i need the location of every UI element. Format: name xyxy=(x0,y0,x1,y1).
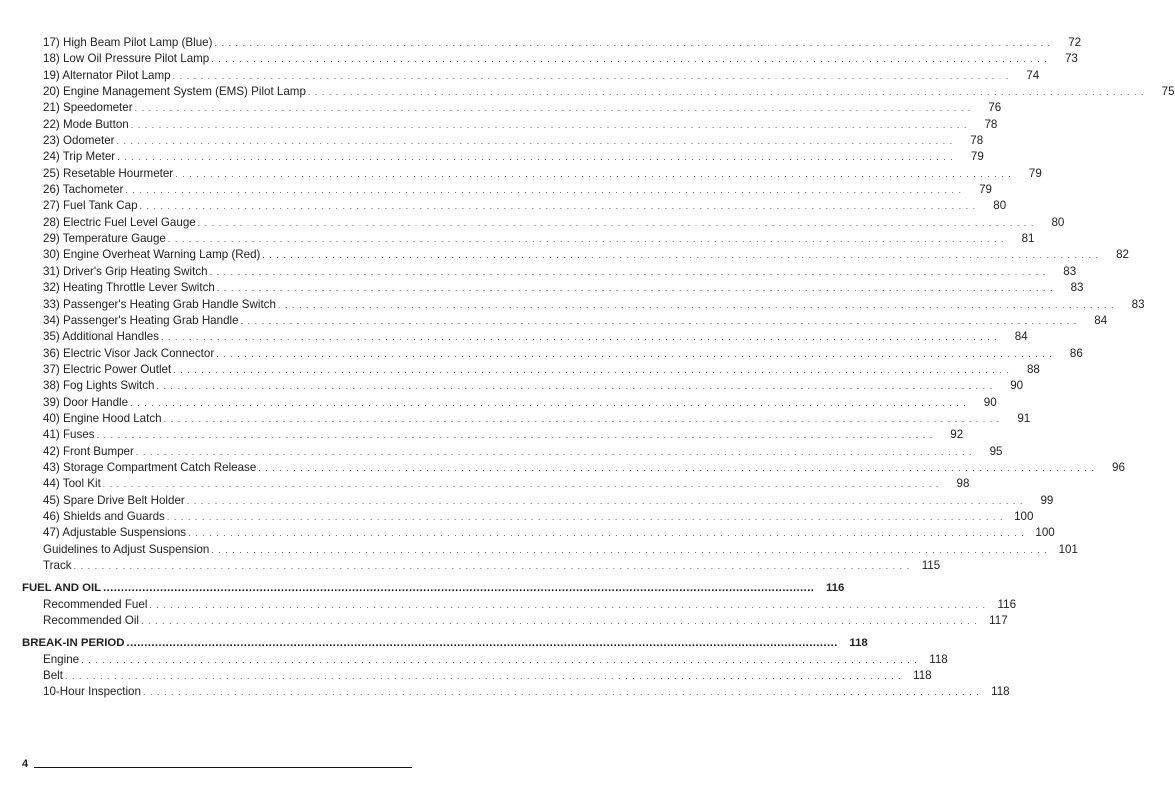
toc-page-number: 78 xyxy=(970,134,984,148)
toc-entry-title: 24) Trip Meter xyxy=(43,149,117,165)
leader-dots: . . . . . . . . . . . . . . . . . . . . . . . . . . . . . . . . . . . . . . . . . . . . . . . . . . . . . . . . . . . . . . . . . . . . . . . . . . . . . . . . . . . . . . . . . . . . . . . . . . . . . . . . . . . . . . . . . . . . . . . . xyxy=(117,152,954,163)
toc-entry[interactable] xyxy=(0,542,1078,558)
toc-page-number: 81 xyxy=(1021,232,1035,246)
toc-entry-line xyxy=(43,215,1065,231)
toc-page-number: 98 xyxy=(956,477,970,491)
toc-entry[interactable] xyxy=(0,493,1054,509)
toc-entry-line xyxy=(43,166,1042,182)
toc-entry[interactable] xyxy=(0,427,964,443)
toc-entry-title: 42) Front Bumper xyxy=(43,444,136,460)
toc-page-number: 117 xyxy=(989,614,1008,628)
toc-entry-title: Track xyxy=(43,558,74,574)
toc-entry-line xyxy=(43,684,1010,700)
leader-dots: . . . . . . . . . . . . . . . . . . . . . . . . . . . . . . . . . . . . . . . . . . . . . . . . . . . . . . . . . . . . . . . . . . . . . . . . . . . . . . . . . . . . . . . . . . . . . . . . . . . . . . . . . . . . . . . . . . . . . . . . xyxy=(211,544,1048,555)
toc-entry-title: 10-Hour Inspection xyxy=(43,684,143,700)
toc-entry-title: 36) Electric Visor Jack Connector xyxy=(43,346,216,362)
toc-entry-title: 22) Mode Button xyxy=(43,117,131,133)
toc-page-number: 115 xyxy=(921,559,941,572)
leader-dots: . . . . . . . . . . . . . . . . . . . . . . . . . . . . . . . . . . . . . . . . . . . . . . . . . . . . . . . . . . . . . . . . . . . . . . . . . . . . . . . . . . . . . . . . . . . . . . . . . . . . . . . . . . . . . . . . . . . . . . . . xyxy=(116,136,954,147)
toc-entry[interactable] xyxy=(0,652,948,668)
leader-dots: . . . . . . . . . . . . . . . . . . . . . . . . . . . . . . . . . . . . . . . . . . . . . . . . . . . . . . . . . . . . . . . . . . . . . . . . . . . . . . . . . . . . . . . . . . . . . . . . . . . . . . . . . . . . . . . . . . . . . . . . xyxy=(240,315,1078,326)
leader-dots: . . . . . . . . . . . . . . . . . . . . . . . . . . . . . . . . . . . . . . . . . . . . . . . . . . . . . . . . . . . . . . . . . . . . . . . . . . . . . . . . . . . . . . . . . . . . . . . . . . . . . . . . . . . . . . . . . . . . . . . . xyxy=(211,54,1048,65)
toc-page-number: 79 xyxy=(970,150,984,164)
toc-entry[interactable] xyxy=(0,346,1083,362)
toc-entry-line xyxy=(43,133,984,149)
toc-entry[interactable] xyxy=(0,133,984,149)
toc-entry[interactable] xyxy=(0,100,1002,116)
toc-page-number: 101 xyxy=(1058,542,1078,556)
toc-entry-title: 40) Engine Hood Latch xyxy=(43,411,164,427)
leader-dots: . . . . . . . . . . . . . . . . . . . . . . . . . . . . . . . . . . . . . . . . . . . . . . . . . . . . . . . . . . . . . . . . . . . . . . . . . . . . . . . . . . . . . . . . . . . . . . . . . . . . . . . . . . . . . . . . . . . . . . . . xyxy=(142,687,980,698)
toc-entry[interactable] xyxy=(0,215,1065,231)
toc-page-number: 83 xyxy=(1131,297,1145,311)
toc-entry[interactable] xyxy=(0,395,997,411)
leader-dots: . . . . . . . . . . . . . . . . . . . . . . . . . . . . . . . . . . . . . . . . . . . . . . . . . . . . . . . . . . . . . . . . . . . . . . . . . . . . . . . . . . . . . . . . . . . . . . . . . . . . . . . . . . . . . . . . . . . . . . . . xyxy=(73,561,911,571)
leader-dots: . . . . . . . . . . . . . . . . . . . . . . . . . . . . . . . . . . . . . . . . . . . . . . . . . . . . . . . . . . . . . . . . . . . . . . . . . . . . . . . . . . . . . . . . . . . . . . . . . . . . . . . . . . . . . . . . . . . . . . . . xyxy=(96,430,934,441)
toc-entry-title: 31) Driver's Grip Heating Switch xyxy=(43,264,210,280)
toc-page-number: 72 xyxy=(1068,36,1082,49)
leader-dots: . . . . . . . . . . . . . . . . . . . . . . . . . . . . . . . . . . . . . . . . . . . . . . . . . . . . . . . . . . . . . . . . . . . . . . . . . . . . . . . . . . . . . . . . . . . . . . . . . . . . . . . . . . . . . . . . . . . . . . . . xyxy=(262,250,1100,261)
toc-entry[interactable] xyxy=(0,597,1017,613)
leader-dots: . . . . . . . . . . . . . . . . . . . . . . . . . . . . . . . . . . . . . . . . . . . . . . . . . . . . . . . . . . . . . . . . . . . . . . . . . . . . . . . . . . . . . . . . . . . . . . . . . . . . . . . . . . . . . . . . . . . . . . . . xyxy=(216,348,1053,359)
leader-dots: . . . . . . . . . . . . . . . . . . . . . . . . . . . . . . . . . . . . . . . . . . . . . . . . . . . . . . . . . . . . . . . . . . . . . . . . . . . . . . . . . . . . . . . . . . . . . . . . . . . . . . . . . . . . . . . . . . . . . . . . xyxy=(258,462,1095,473)
toc-entry-line xyxy=(43,117,998,133)
toc-entry[interactable] xyxy=(0,84,1175,100)
toc-entry[interactable] xyxy=(0,509,1034,525)
toc-entry-line xyxy=(43,460,1125,476)
leader-dots: . . . . . . . . . . . . . . . . . . . . . . . . . . . . . . . . . . . . . . . . . . . . . . . . . . . . . . . . . . . . . . . . . . . . . . . . . . . . . . . . . . . . . . . . . . . . . . . . . . . . . . . . . . . . . . . . . . . . . . . . xyxy=(135,446,973,457)
toc-page-number: 90 xyxy=(983,395,997,409)
toc-entry-line xyxy=(43,613,1008,629)
toc-entry-title: Belt xyxy=(43,668,65,684)
toc-entry-title: 32) Heating Throttle Lever Switch xyxy=(43,280,217,296)
leader-dots: . . . . . . . . . . . . . . . . . . . . . . . . . . . . . . . . . . . . . . . . . . . . . . . . . . . . . . . . . . . . . . . . . . . . . . . . . . . . . . . . . . . . . . . . . . . . . . . . . . . . . . . . . . . . . . . . . . . . . . . . xyxy=(173,364,1010,375)
leader-dots: . . . . . . . . . . . . . . . . . . . . . . . . . . . . . . . . . . . . . . . . . . . . . . . . . . . . . . . . . . . . . . . . . . . . . . . . . . . . . . . . . . . . . . . . . . . . . . . . . . . . . . . . . . . . . . . . . . . . . . . . xyxy=(209,266,1047,277)
leader-dots: ........................................................................................................................................................................................................ xyxy=(126,637,838,650)
toc-entry-title: 33) Passenger's Heating Grab Handle Switch xyxy=(43,297,278,313)
toc-page-number: 86 xyxy=(1069,346,1083,360)
toc-page-number: 90 xyxy=(1010,379,1024,393)
toc-page-number: 88 xyxy=(1026,362,1040,376)
toc-page-number: 118 xyxy=(849,637,868,650)
toc-page-number: 79 xyxy=(1028,166,1042,180)
leader-dots: . . . . . . . . . . . . . . . . . . . . . . . . . . . . . . . . . . . . . . . . . . . . . . . . . . . . . . . . . . . . . . . . . . . . . . . . . . . . . . . . . . . . . . . . . . . . . . . . . . . . . . . . . . . . . . . . . . . . . . . . xyxy=(64,671,902,682)
leader-dots: . . . . . . . . . . . . . . . . . . . . . . . . . . . . . . . . . . . . . . . . . . . . . . . . . . . . . . . . . . . . . . . . . . . . . . . . . . . . . . . . . . . . . . . . . . . . . . . . . . . . . . . . . . . . . . . . . . . . . . . . xyxy=(186,495,1024,506)
toc-entry-line xyxy=(43,297,1145,313)
toc-entry-line xyxy=(43,476,970,492)
leader-dots: . . . . . . . . . . . . . . . . . . . . . . . . . . . . . . . . . . . . . . . . . . . . . . . . . . . . . . . . . . . . . . . . . . . . . . . . . . . . . . . . . . . . . . . . . . . . . . . . . . . . . . . . . . . . . . . . . . . . . . . . xyxy=(156,381,994,392)
toc-entry-title: 29) Temperature Gauge xyxy=(43,231,168,247)
footer-rule xyxy=(34,767,412,768)
toc-entry-title: BREAK-IN PERIOD xyxy=(22,635,127,651)
toc-entry-line xyxy=(43,100,1002,116)
toc-page-number: 79 xyxy=(979,183,992,197)
toc-section-heading[interactable] xyxy=(0,635,868,651)
toc-entry-line xyxy=(43,362,1040,378)
toc-entry-line xyxy=(43,182,992,198)
leader-dots: . . . . . . . . . . . . . . . . . . . . . . . . . . . . . . . . . . . . . . . . . . . . . . . . . . . . . . . . . . . . . . . . . . . . . . . . . . . . . . . . . . . . . . . . . . . . . . . . . . . . . . . . . . . . . . . . . . . . . . . . xyxy=(175,168,1012,179)
toc-entry-title: 19) Alternator Pilot Lamp xyxy=(43,68,173,84)
leader-dots: . . . . . . . . . . . . . . . . . . . . . . . . . . . . . . . . . . . . . . . . . . . . . . . . . . . . . . . . . . . . . . . . . . . . . . . . . . . . . . . . . . . . . . . . . . . . . . . . . . . . . . . . . . . . . . . . . . . . . . . . xyxy=(188,528,1025,539)
toc-page-number: 75 xyxy=(1161,85,1175,99)
toc-page-number: 83 xyxy=(1070,281,1084,295)
toc-entry-title: 47) Adjustable Suspensions xyxy=(43,525,188,541)
leader-dots: . . . . . . . . . . . . . . . . . . . . . . . . . . . . . . . . . . . . . . . . . . . . . . . . . . . . . . . . . . . . . . . . . . . . . . . . . . . . . . . . . . . . . . . . . . . . . . . . . . . . . . . . . . . . . . . . . . . . . . . . xyxy=(172,70,1010,81)
toc-entry-title: 37) Electric Power Outlet xyxy=(43,362,173,378)
leader-dots: . . . . . . . . . . . . . . . . . . . . . . . . . . . . . . . . . . . . . . . . . . . . . . . . . . . . . . . . . . . . . . . . . . . . . . . . . . . . . . . . . . . . . . . . . . . . . . . . . . . . . . . . . . . . . . . . . . . . . . . . xyxy=(307,87,1145,98)
toc-entry-title: 38) Fog Lights Switch xyxy=(43,378,156,394)
toc-page-number: 116 xyxy=(997,597,1017,611)
toc-entry[interactable] xyxy=(0,182,992,198)
toc-entry[interactable] xyxy=(0,35,1082,51)
toc-page-number: 99 xyxy=(1040,493,1054,507)
toc-entry-line xyxy=(43,84,1175,100)
toc-entry-line xyxy=(43,668,932,684)
leader-dots: . . . . . . . . . . . . . . . . . . . . . . . . . . . . . . . . . . . . . . . . . . . . . . . . . . . . . . . . . . . . . . . . . . . . . . . . . . . . . . . . . . . . . . . . . . . . . . . . . . . . . . . . . . . . . . . . . . . . . . . . xyxy=(166,511,1004,522)
toc-page-number: 82 xyxy=(1116,248,1130,262)
toc-entry[interactable] xyxy=(0,668,932,684)
toc-page-number: 78 xyxy=(984,117,998,131)
toc-entry[interactable] xyxy=(0,444,1003,460)
toc-page-number: 83 xyxy=(1063,264,1077,278)
toc-page-number: 91 xyxy=(1017,411,1031,425)
toc-entry[interactable] xyxy=(0,117,998,133)
toc-entry-line xyxy=(43,329,1028,345)
leader-dots: . . . . . . . . . . . . . . . . . . . . . . . . . . . . . . . . . . . . . . . . . . . . . . . . . . . . . . . . . . . . . . . . . . . . . . . . . . . . . . . . . . . . . . . . . . . . . . . . . . . . . . . . . . . . . . . . . . . . . . . . xyxy=(161,332,998,343)
leader-dots: . . . . . . . . . . . . . . . . . . . . . . . . . . . . . . . . . . . . . . . . . . . . . . . . . . . . . . . . . . . . . . . . . . . . . . . . . . . . . . . . . . . . . . . . . . . . . . . . . . . . . . . . . . . . . . . . . . . . . . . . xyxy=(141,616,978,627)
toc-entry-line xyxy=(43,395,997,411)
toc-page-number: 73 xyxy=(1064,52,1078,66)
toc-entry-line xyxy=(43,313,1108,329)
toc-entry-line xyxy=(43,378,1024,394)
leader-dots: . . . . . . . . . . . . . . . . . . . . . . . . . . . . . . . . . . . . . . . . . . . . . . . . . . . . . . . . . . . . . . . . . . . . . . . . . . . . . . . . . . . . . . . . . . . . . . . . . . . . . . . . . . . . . . . . . . . . . . . . xyxy=(163,413,1001,424)
leader-dots: . . . . . . . . . . . . . . . . . . . . . . . . . . . . . . . . . . . . . . . . . . . . . . . . . . . . . . . . . . . . . . . . . . . . . . . . . . . . . . . . . . . . . . . . . . . . . . . . . . . . . . . . . . . . . . . . . . . . . . . . xyxy=(125,185,962,196)
toc-entry-line xyxy=(43,149,984,165)
leader-dots: . . . . . . . . . . . . . . . . . . . . . . . . . . . . . . . . . . . . . . . . . . . . . . . . . . . . . . . . . . . . . . . . . . . . . . . . . . . . . . . . . . . . . . . . . . . . . . . . . . . . . . . . . . . . . . . . . . . . . . . . xyxy=(139,201,977,212)
toc-entry-title: Recommended Oil xyxy=(43,613,141,629)
toc-entry-line xyxy=(43,542,1078,558)
toc-entry-line xyxy=(43,597,1017,613)
toc-entry[interactable] xyxy=(0,247,1130,263)
page-number: 4 xyxy=(22,758,29,770)
leader-dots: . . . . . . . . . . . . . . . . . . . . . . . . . . . . . . . . . . . . . . . . . . . . . . . . . . . . . . . . . . . . . . . . . . . . . . . . . . . . . . . . . . . . . . . . . . . . . . . . . . . . . . . . . . . . . . . . . . . . . . . . xyxy=(214,38,1052,48)
leader-dots: . . . . . . . . . . . . . . . . . . . . . . . . . . . . . . . . . . . . . . . . . . . . . . . . . . . . . . . . . . . . . . . . . . . . . . . . . . . . . . . . . . . . . . . . . . . . . . . . . . . . . . . . . . . . . . . . . . . . . . . . xyxy=(134,103,972,114)
toc-entry-line xyxy=(43,247,1130,263)
toc-entry-line xyxy=(43,525,1055,541)
toc-entry[interactable] xyxy=(0,68,1040,84)
leader-dots: . . . . . . . . . . . . . . . . . . . . . . . . . . . . . . . . . . . . . . . . . . . . . . . . . . . . . . . . . . . . . . . . . . . . . . . . . . . . . . . . . . . . . . . . . . . . . . . . . . . . . . . . . . . . . . . . . . . . . . . . xyxy=(130,397,967,408)
table-of-contents xyxy=(0,35,1175,701)
toc-entry[interactable] xyxy=(0,460,1125,476)
toc-entry-line xyxy=(43,198,1007,214)
toc-entry-line xyxy=(43,51,1078,67)
toc-entry-title: Guidelines to Adjust Suspension xyxy=(43,542,211,558)
toc-entry-title: 35) Additional Handles xyxy=(43,329,161,345)
toc-entry-title: 34) Passenger's Heating Grab Handle xyxy=(43,313,241,329)
page-footer xyxy=(22,757,412,771)
toc-page-number: 100 xyxy=(1014,509,1034,523)
toc-entry[interactable] xyxy=(0,313,1108,329)
toc-page-number: 80 xyxy=(993,199,1007,213)
toc-entry-line xyxy=(43,652,948,668)
toc-entry-title: 17) High Beam Pilot Lamp (Blue) xyxy=(43,35,214,51)
toc-entry-title: 30) Engine Overheat Warning Lamp (Red) xyxy=(43,247,262,263)
toc-entry[interactable] xyxy=(0,51,1078,67)
toc-entry-line xyxy=(43,509,1034,525)
toc-entry-line xyxy=(43,68,1040,84)
toc-entry-title: 20) Engine Management System (EMS) Pilot Lamp xyxy=(43,84,308,100)
toc-page-number: 95 xyxy=(989,444,1003,458)
leader-dots: ........................................................................................................................................................................................................ xyxy=(103,582,815,595)
toc-entry-line xyxy=(43,427,964,443)
leader-dots: . . . . . . . . . . . . . . . . . . . . . . . . . . . . . . . . . . . . . . . . . . . . . . . . . . . . . . . . . . . . . . . . . . . . . . . . . . . . . . . . . . . . . . . . . . . . . . . . . . . . . . . . . . . . . . . . . . . . . . . . xyxy=(197,217,1035,228)
toc-entry-title: 25) Resetable Hourmeter xyxy=(43,166,175,182)
toc-entry-title: 45) Spare Drive Belt Holder xyxy=(43,493,187,509)
toc-entry-line xyxy=(43,493,1054,509)
toc-page-number: 74 xyxy=(1026,68,1040,82)
toc-section-heading[interactable] xyxy=(0,580,845,596)
toc-page-number: 76 xyxy=(988,101,1002,115)
leader-dots: . . . . . . . . . . . . . . . . . . . . . . . . . . . . . . . . . . . . . . . . . . . . . . . . . . . . . . . . . . . . . . . . . . . . . . . . . . . . . . . . . . . . . . . . . . . . . . . . . . . . . . . . . . . . . . . . . . . . . . . . xyxy=(277,299,1115,310)
toc-entry-title: FUEL AND OIL xyxy=(22,580,103,596)
toc-entry-line xyxy=(43,444,1003,460)
toc-entry[interactable] xyxy=(0,362,1040,378)
toc-page-number: 92 xyxy=(950,428,964,442)
toc-entry[interactable] xyxy=(0,231,1035,247)
toc-page-number: 80 xyxy=(1051,215,1065,229)
toc-entry-title: Recommended Fuel xyxy=(43,597,149,613)
leader-dots: . . . . . . . . . . . . . . . . . . . . . . . . . . . . . . . . . . . . . . . . . . . . . . . . . . . . . . . . . . . . . . . . . . . . . . . . . . . . . . . . . . . . . . . . . . . . . . . . . . . . . . . . . . . . . . . . . . . . . . . . xyxy=(81,654,918,665)
toc-entry[interactable] xyxy=(0,198,1007,214)
toc-entry-title: 39) Door Handle xyxy=(43,395,130,411)
leader-dots: . . . . . . . . . . . . . . . . . . . . . . . . . . . . . . . . . . . . . . . . . . . . . . . . . . . . . . . . . . . . . . . . . . . . . . . . . . . . . . . . . . . . . . . . . . . . . . . . . . . . . . . . . . . . . . . . . . . . . . . . xyxy=(149,599,987,610)
toc-page-number: 96 xyxy=(1112,460,1125,474)
toc-entry[interactable] xyxy=(0,558,941,574)
toc-page-number: 118 xyxy=(913,669,932,683)
toc-entry-title: 41) Fuses xyxy=(43,427,97,443)
toc-entry[interactable] xyxy=(0,411,1031,427)
toc-entry-title: 46) Shields and Guards xyxy=(43,509,167,525)
toc-entry[interactable] xyxy=(0,525,1055,541)
toc-entry-line xyxy=(22,635,868,651)
toc-entry[interactable] xyxy=(0,476,970,492)
leader-dots: . . . . . . . . . . . . . . . . . . . . . . . . . . . . . . . . . . . . . . . . . . . . . . . . . . . . . . . . . . . . . . . . . . . . . . . . . . . . . . . . . . . . . . . . . . . . . . . . . . . . . . . . . . . . . . . . . . . . . . . . xyxy=(167,234,1005,245)
leader-dots: . . . . . . . . . . . . . . . . . . . . . . . . . . . . . . . . . . . . . . . . . . . . . . . . . . . . . . . . . . . . . . . . . . . . . . . . . . . . . . . . . . . . . . . . . . . . . . . . . . . . . . . . . . . . . . . . . . . . . . . . xyxy=(130,119,968,130)
toc-entry[interactable] xyxy=(0,264,1077,280)
toc-entry-title: 27) Fuel Tank Cap xyxy=(43,198,140,214)
toc-page-number: 116 xyxy=(825,582,845,595)
leader-dots: . . . . . . . . . . . . . . . . . . . . . . . . . . . . . . . . . . . . . . . . . . . . . . . . . . . . . . . . . . . . . . . . . . . . . . . . . . . . . . . . . . . . . . . . . . . . . . . . . . . . . . . . . . . . . . . . . . . . . . . . xyxy=(102,479,940,490)
toc-entry-line xyxy=(43,411,1031,427)
toc-entry-title: 26) Tachometer xyxy=(43,182,125,198)
toc-entry[interactable] xyxy=(0,684,1010,700)
toc-entry[interactable] xyxy=(0,149,984,165)
toc-entry-title: 21) Speedometer xyxy=(43,100,135,116)
toc-entry-title: 44) Tool Kit xyxy=(43,476,103,492)
toc-entry-title: 43) Storage Compartment Catch Release xyxy=(43,460,258,476)
toc-page-number: 84 xyxy=(1014,330,1028,344)
toc-entry[interactable] xyxy=(0,613,1008,629)
toc-entry-title: 28) Electric Fuel Level Gauge xyxy=(43,215,198,231)
toc-entry-title: Engine xyxy=(43,652,81,668)
toc-entry-line xyxy=(43,346,1083,362)
toc-entry-line xyxy=(43,35,1082,51)
toc-entry-title: 18) Low Oil Pressure Pilot Lamp xyxy=(43,51,211,67)
toc-entry[interactable] xyxy=(0,378,1024,394)
toc-entry-line xyxy=(43,264,1077,280)
toc-entry[interactable] xyxy=(0,280,1084,296)
toc-entry-line xyxy=(22,580,845,596)
toc-entry-line xyxy=(43,558,941,574)
toc-entry-line xyxy=(43,280,1084,296)
toc-page-number: 100 xyxy=(1035,526,1055,540)
toc-entry-title: 23) Odometer xyxy=(43,133,117,149)
toc-entry-line xyxy=(43,231,1035,247)
toc-entry[interactable] xyxy=(0,297,1145,313)
toc-entry[interactable] xyxy=(0,329,1028,345)
toc-page-number: 118 xyxy=(929,652,948,666)
toc-page-number: 118 xyxy=(991,685,1010,699)
leader-dots: . . . . . . . . . . . . . . . . . . . . . . . . . . . . . . . . . . . . . . . . . . . . . . . . . . . . . . . . . . . . . . . . . . . . . . . . . . . . . . . . . . . . . . . . . . . . . . . . . . . . . . . . . . . . . . . . . . . . . . . . xyxy=(216,283,1054,294)
toc-page-number: 84 xyxy=(1094,313,1108,327)
toc-entry[interactable] xyxy=(0,166,1042,182)
